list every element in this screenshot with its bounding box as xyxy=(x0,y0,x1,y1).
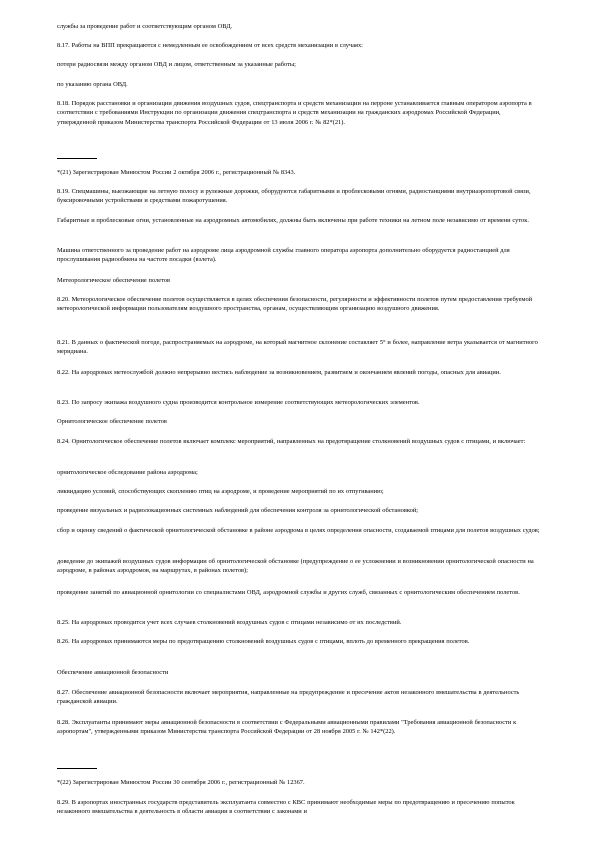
paragraph: по указанию органа ОВД. xyxy=(57,81,128,88)
footnote-divider xyxy=(57,768,97,769)
footnote: *(21) Зарегистрирован Минюстом России 2 октября 2006 г., регистрационный № 8343. xyxy=(57,169,296,176)
paragraph: 8.29. В аэропортах иностранных государств представитель эксплуатанта совместно с КВС принимают необходимые меры по предотвращению и пресечению попыток незаконного вмешательства в деятельность в области авиации в соответствии с законами и xyxy=(57,799,515,816)
paragraph: проведение визуальных и радиолокационных системных наблюдений для обеспечения контроля за орнитологической обстановкой; xyxy=(57,507,419,514)
paragraph: 8.28. Эксплуатанты принимают меры авиационной безопасности в соответствии с Федеральными авиационными правилами "Требования авиационной безопасности к аэропортам", утвержденными приказом Министерства транспорта Российской Федерации от 28 ноября 2005 г. № 142*(22). xyxy=(57,719,517,736)
paragraph: 8.23. По запросу экипажа воздушного судна производится контрольное измерение соответствующих метеорологических элементов. xyxy=(57,399,420,406)
paragraph: 8.17. Работы на ВПП прекращаются с немедленным ее освобождением от всех средств механизации в случаях: xyxy=(57,42,363,49)
section-heading: Метеорологическое обеспечение полетов xyxy=(57,277,171,284)
paragraph: 8.26. На аэродромах принимаются меры по предотвращению столкновений воздушных судов с птицами, вплоть до временного прекращения полетов. xyxy=(57,638,470,645)
section-heading: Орнитологическое обеспечение полетов xyxy=(57,418,167,425)
paragraph: 8.24. Орнитологическое обеспечение полетов включает комплекс мероприятий, направленных на предотвращение столкновений воздушных судов с птицами, и включает: xyxy=(57,438,526,445)
paragraph: 8.25. На аэродромах проводится учет всех случаев столкновений воздушных судов с птицами независимо от их последствий. xyxy=(57,619,402,626)
paragraph: орнитологическое обследование района аэродрома; xyxy=(57,469,198,476)
paragraph: сбор и оценку сведений о фактической орнитологической обстановке в районе аэродрома в целях определения опасности, создаваемой птицами для полетов воздушных судов; xyxy=(57,527,540,534)
paragraph: Машина ответственного за проведение работ на аэродроме лица аэродромной службы главного оператора аэропорта дополнительно оборудуется радиостанцией для прослушивания радиообмена на частоте посадки (взлета). xyxy=(57,247,510,264)
paragraph: ликвидацию условий, способствующих скоплению птиц на аэродроме, и проведение мероприятий по их отпугиванию; xyxy=(57,488,384,495)
section-heading: Обеспечение авиационной безопасности xyxy=(57,669,169,676)
paragraph: Габаритные и проблесковые огни, установленные на аэродромных автомобилях, должны быть включены при работе техники на летном поле независимо от времени суток. xyxy=(57,217,529,224)
paragraph: проведение занятий по авиационной орнитологии со специалистами ОВД, аэродромной службы и других служб, связанных с орнитологическим обеспечением полетов. xyxy=(57,589,520,596)
paragraph: 8.21. В данных о фактической погоде, распространяемых на аэродроме, на который магнитное склонение составляет 5° и более, направление ветра указывается от магнитного меридиана. xyxy=(57,339,538,356)
paragraph: доведение до экипажей воздушных судов информации об орнитологической обстановке (предупреждение о ее усложнении и возникновении орнитологической опасности на аэродроме, в районах аэродромов, на маршрутах, в районах полетов); xyxy=(57,558,534,575)
paragraph: потери радиосвязи между органом ОВД и лицом, ответственным за указанные работы; xyxy=(57,61,296,68)
footnote-divider xyxy=(57,158,97,159)
paragraph: 8.20. Метеорологическое обеспечение полетов осуществляется в целях обеспечения безопасности, регулярности и эффективности полетов путем предоставления требуемой метеорологической информации пользователям воздушного пространства, органам, осуществляющим организацию воздушного движения. xyxy=(57,296,533,313)
footnote: *(22) Зарегистрирован Минюстом России 30 сентября 2006 г., регистрационный № 12367. xyxy=(57,779,305,786)
paragraph: 8.22. На аэродромах метеослужбой должно непрерывно вестись наблюдение за возникновением, развитием и окончанием явлений погоды, опасных для авиации. xyxy=(57,369,501,376)
paragraph: 8.18. Порядок расстановки и организации движения воздушных судов, спецтранспорта и средств механизации на перроне устанавливается главным оператором аэропорта в соответствии с требованиями Инструкции по организации движения спецтранспорта и средств механизации на гражданских аэродромах Российской Федерации, утвержденной приказом Министерства транспорта Российской Федерации от 13 июля 2006 г. № 82*(21). xyxy=(57,100,532,126)
paragraph: 8.27. Обеспечение авиационной безопасности включает мероприятия, направленные на предупреждение и пресечение актов незаконного вмешательства в деятельность гражданской авиации. xyxy=(57,689,520,706)
paragraph: 8.19. Спецмашины, выезжающие на летную полосу и рулежные дорожки, оборудуются габаритными и проблесковыми огнями, радиостанциями внутриаэропортовой связи, буксировочными устройствами и средствами пожаротушения. xyxy=(57,188,531,205)
paragraph: службы за проведение работ и соответствующим органом ОВД. xyxy=(57,23,233,30)
